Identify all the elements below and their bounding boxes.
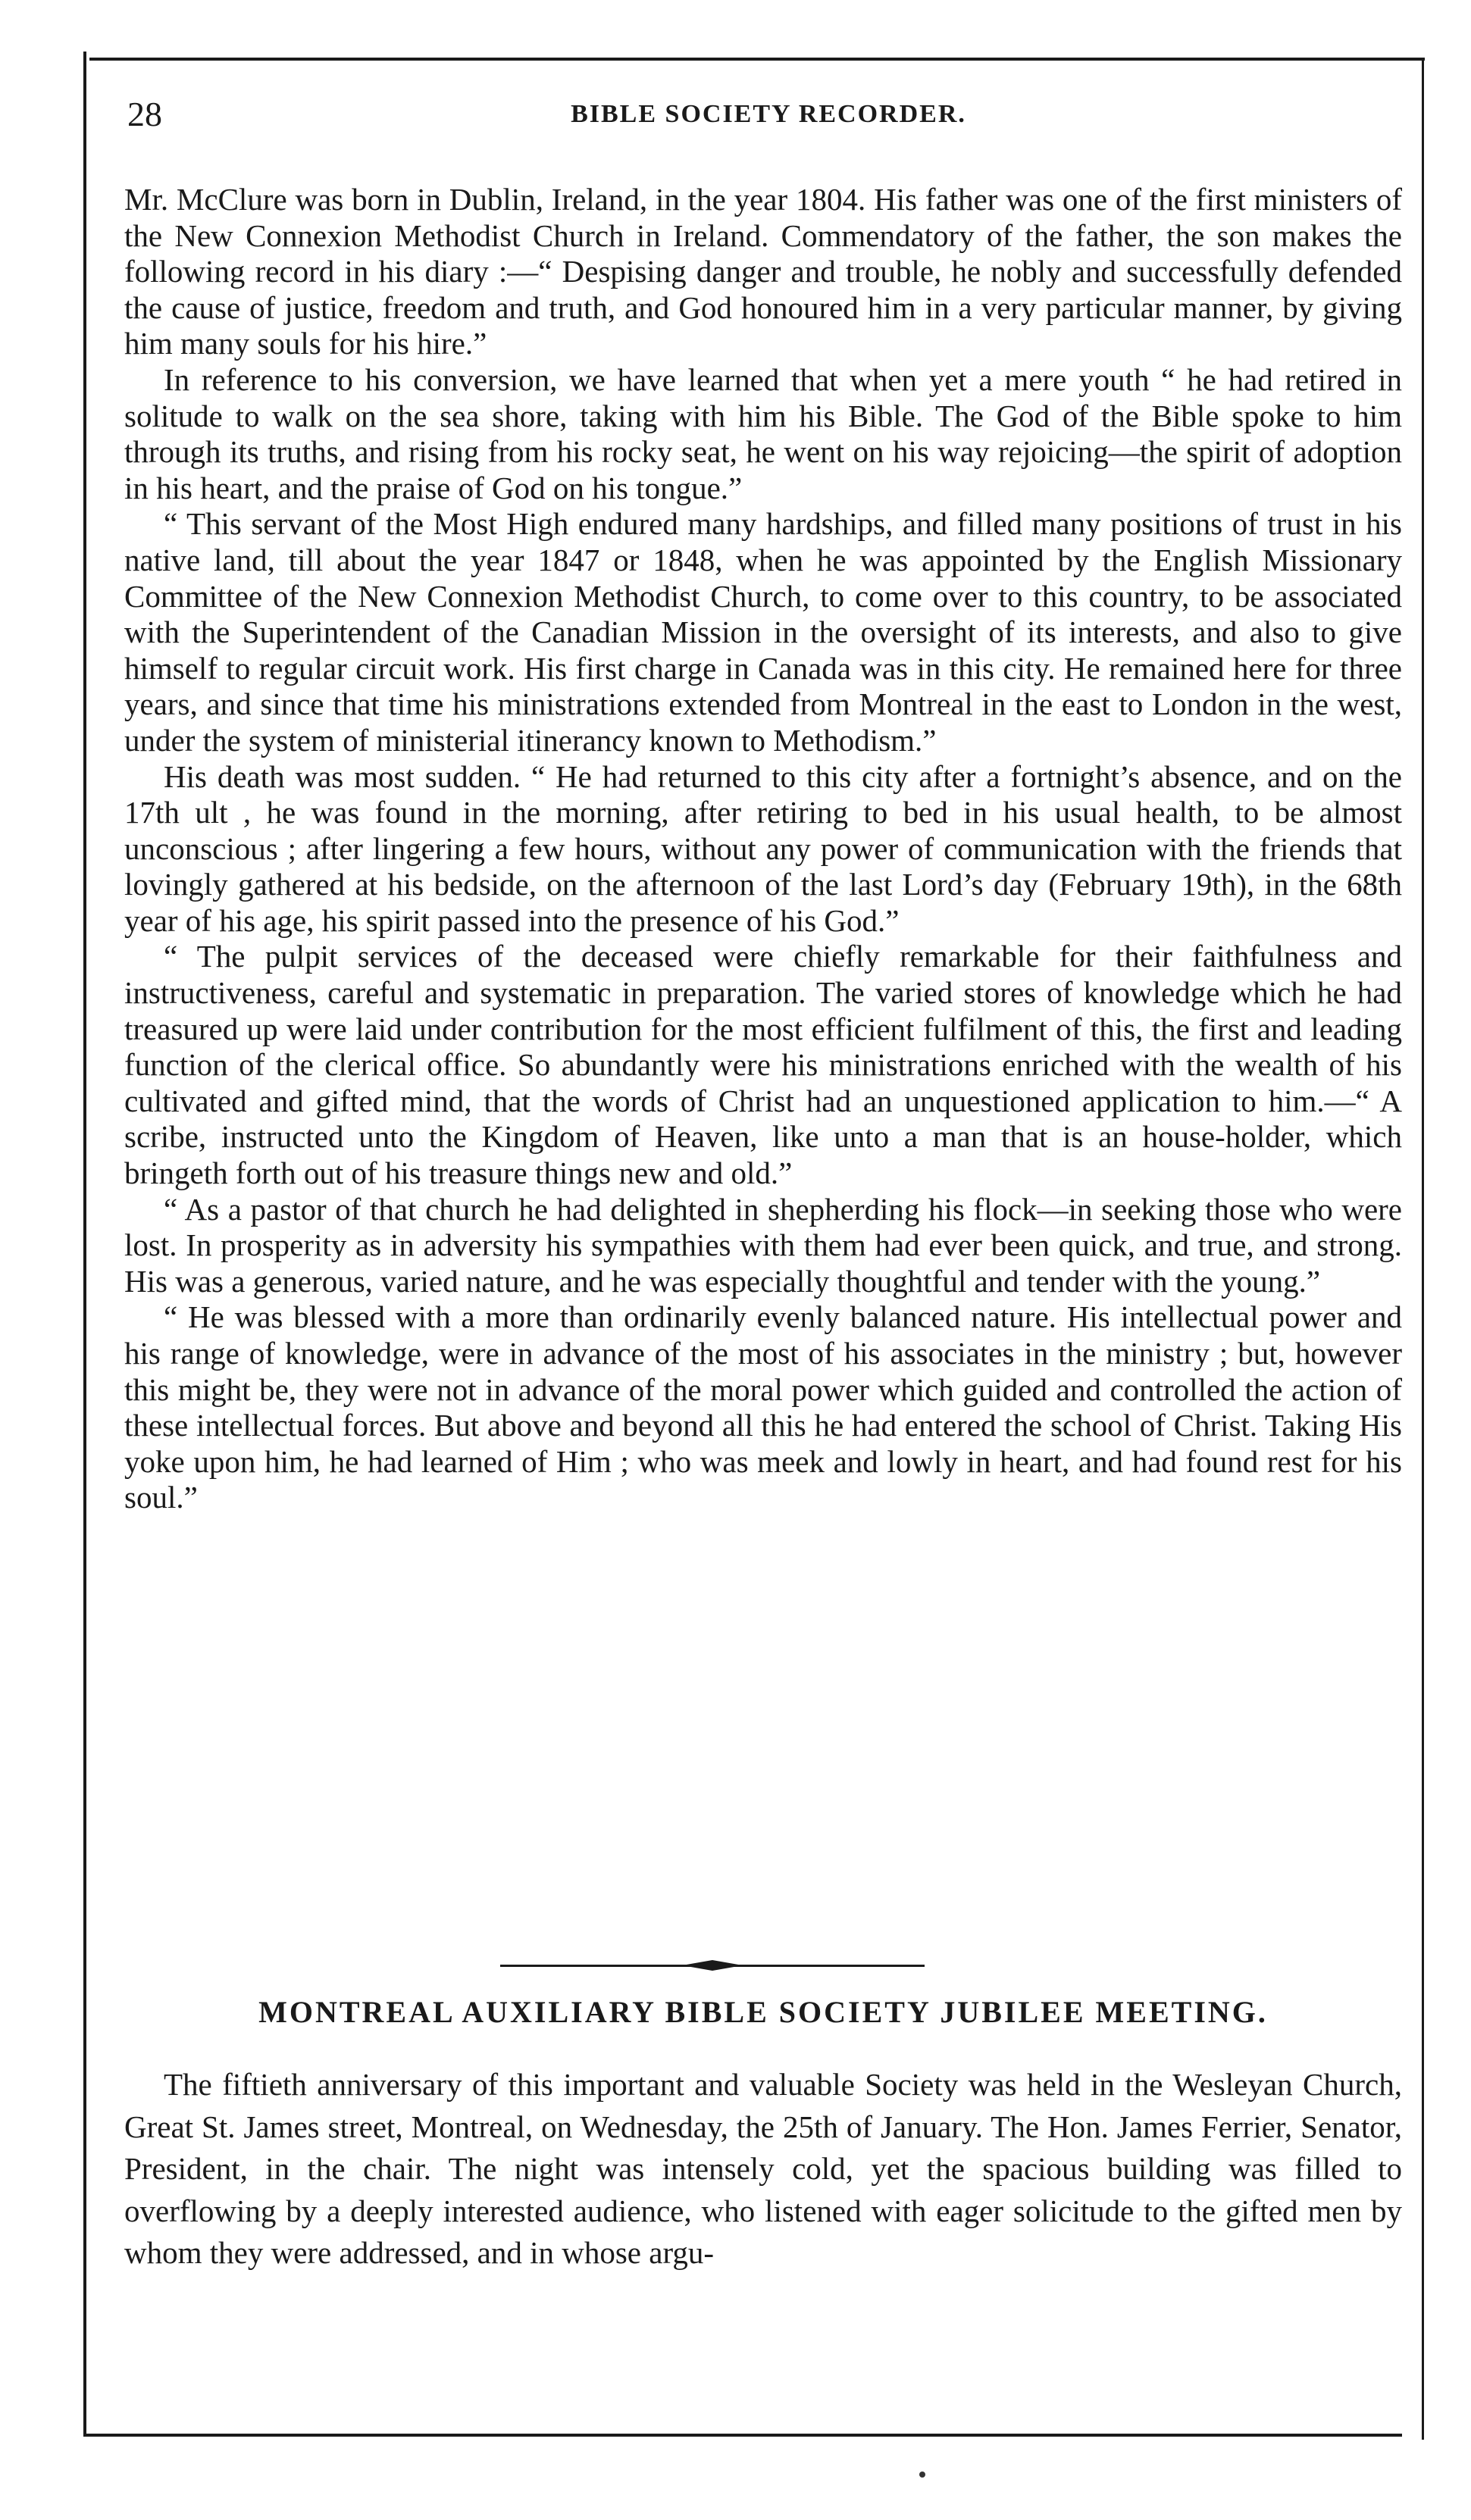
paragraph: Mr. McClure was born in Dublin, Ireland, in the year 1804. His father was one of the first ministers of the New Connexion Methodist Church in Ireland. Commendatory of the father, the son makes the following record in his diary :—“ Despising danger and trouble, he nobly and successfully defended the cause of justice, freedom and truth, and God honoured him in a very particular manner, by giving him many souls for his hire.” bbox=[124, 182, 1402, 361]
running-head: BIBLE SOCIETY RECORDER. bbox=[571, 100, 966, 128]
print-speck bbox=[919, 2472, 925, 2478]
right-border-rule bbox=[1422, 61, 1424, 2440]
section-heading: MONTREAL AUXILIARY BIBLE SOCIETY JUBILEE MEETING. bbox=[258, 1995, 1268, 2029]
bottom-border-rule bbox=[83, 2434, 1402, 2437]
left-border-rule bbox=[83, 52, 86, 2437]
paragraph: “ This servant of the Most High endured many hardships, and filled many positions of trust in his native land, till about the year 1847 or 1848, when he was appointed by the English Missionary Committee of the New Connexion Methodist Church, to come over to this country, to be associated with the Superintendent of the Canadian Mission in the oversight of its interests, and also to give himself to regular circuit work. His first charge in Canada was in this city. He remained here for three years, and since that time his ministrations extended from Montreal in the east to London in the west, under the system of ministerial itinerancy known to Methodism.” bbox=[124, 506, 1402, 758]
section-divider bbox=[500, 1960, 925, 1971]
jubilee-meeting-article bbox=[124, 2064, 1402, 2275]
page-header bbox=[127, 94, 1410, 139]
paragraph: The fiftieth anniversary of this important and valuable Society was held in the Wesleyan Church, Great St. James street, Montreal, on Wednesday, the 25th of January. The Hon. James Ferrier, Senator, President, in the chair. The night was intensely cold, yet the spacious building was filled to overflowing by a deeply interested audience, who listened with eager solicitude to the gifted men by whom they were addressed, and in whose argu- bbox=[124, 2067, 1402, 2270]
top-border-rule bbox=[89, 58, 1425, 61]
paragraph: “ He was blessed with a more than ordinarily evenly balanced nature. His intellectual power and his range of knowledge, were in advance of the most of his associates in the ministry ; but, however this might be, they were not in advance of the moral power which guided and controlled the action of these intellectual forces. But above and beyond all this he had entered the school of Christ. Taking His yoke upon him, he had learned of Him ; who was meek and lowly in heart, and had found rest for his soul.” bbox=[124, 1299, 1402, 1515]
page-number: 28 bbox=[127, 95, 162, 133]
paragraph: “ As a pastor of that church he had delighted in shepherding his flock—in seeking those who were lost. In prosperity as in adversity his sympathies with them had ever been quick, and true, and strong. His was a generous, varied nature, and he was especially thoughtful and tender with the young.” bbox=[124, 1191, 1402, 1299]
paragraph: His death was most sudden. “ He had returned to this city after a fortnight’s absence, and on the 17th ult , he was found in the morning, after retiring to bed in his usual health, to be almost unconscious ; after lingering a few hours, without any power of communication with the friends that lovingly gathered at his bedside, on the afternoon of the last Lord’s day (February 19th), in the 68th year of his age, his spirit passed into the presence of his God.” bbox=[124, 758, 1402, 938]
paragraph: In reference to his conversion, we have learned that when yet a mere youth “ he had retired in solitude to walk on the sea shore, taking with him his Bible. The God of the Bible spoke to him through its truths, and rising from his rocky seat, he went on his way rejoicing—the spirit of adoption in his heart, and the praise of God on his tongue.” bbox=[124, 361, 1402, 505]
paragraph: “ The pulpit services of the deceased were chiefly remarkable for their faithfulness and instructiveness, careful and systematic in preparation. The varied stores of knowledge which he had treasured up were laid under contribution for the most efficient fulfilment of this, the first and leading function of the clerical office. So abundantly were his ministrations enriched with the wealth of his cultivated and gifted mind, that the words of Christ had an unquestioned application to him.—“ A scribe, instructed unto the Kingdom of Heaven, like unto a man that is an house-holder, which bringeth forth out of his treasure things new and old.” bbox=[124, 939, 1402, 1191]
divider-ornament-icon bbox=[682, 1960, 743, 1971]
obituary-article bbox=[124, 182, 1402, 1516]
